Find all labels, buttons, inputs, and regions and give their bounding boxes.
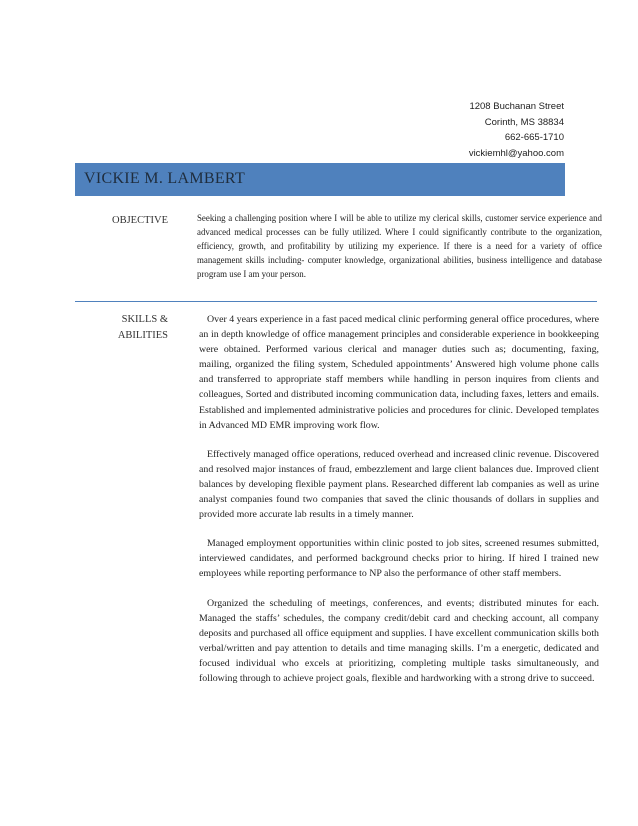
contact-email: vickiemhl@yahoo.com (468, 147, 564, 159)
section-divider (75, 301, 597, 302)
skills-section (199, 312, 599, 700)
contact-street: 1208 Buchanan Street (469, 101, 564, 112)
applicant-name: VICKIE M. LAMBERT (84, 170, 246, 187)
objective-label: OBJECTIVE (112, 215, 168, 226)
contact-block (314, 99, 564, 161)
skills-label (78, 312, 168, 343)
objective-text: Seeking a challenging position where I will be able to utilize my clerical skills, customer service experience and advanced medical processes can be fully utilized. Where I could significantly contribute to the organization, efficiency, growth, and profitability by utilizing my experience. If there is a need for a variety of office management skills including- computer knowledge, organizational abilities, business intelligence and database program use I am your person. (197, 213, 602, 279)
skills-label-line1: SKILLS & (121, 314, 168, 325)
contact-phone: 662-665-1710 (504, 132, 564, 143)
skills-paragraph: Managed employment opportunities within clinic posted to job sites, screened resumes submitted, interviewed candidates, and performed background checks prior to hiring. If hired I trained new employees while reporting performance to NP also the performance of other staff members. (199, 538, 599, 580)
skills-label-line2: ABILITIES (117, 329, 168, 341)
skills-paragraph: Effectively managed office operations, reduced overhead and increased clinic revenue. Discovered and resolved major instances of fraud, embezzlement and large client balances due. Improved client balances by developing flexible payment plans. Researched different lab companies as well as urine analyst companies found two companies that saved the clinic thousands of dollars in supplies and provided more accurate lab results in a timely manner. (199, 448, 599, 521)
contact-city: Corinth, MS 38834 (484, 116, 564, 128)
name-banner (75, 163, 565, 196)
skills-paragraph: Over 4 years experience in a fast paced medical clinic performing general office procedures, where an in depth knowledge of office management principles and considerable experience in bookkeeping were obtained. Performed various clerical and manager duties such as; documenting, faxing, mailing, organized the filing system, Scheduled appointments’ Answered high volume phone calls and transferred to appropriate staff members while handling in person inquires from clients and colleagues, Sorted and distributed incoming communication data, including faxes, letters and emails. Established and implemented administrative policies and procedures for clinic. Developed templates in Advanced MD EMR improving work flow. (199, 314, 599, 431)
skills-paragraph: Organized the scheduling of meetings, conferences, and events; distributed minutes for each. Managed the staffs’ schedules, the company credit/debit card and checking account, all company deposits and purchased all office equipment and supplies. I have excellent communication skills both verbal/written and pay attention to details and time managing skills. I’m a energetic, dedicated and focused individual who excels at prioritizing, completing multiple tasks simultaneously, and following through to achieve project goals, flexible and hardworking with a strong drive to succeed. (199, 597, 599, 684)
